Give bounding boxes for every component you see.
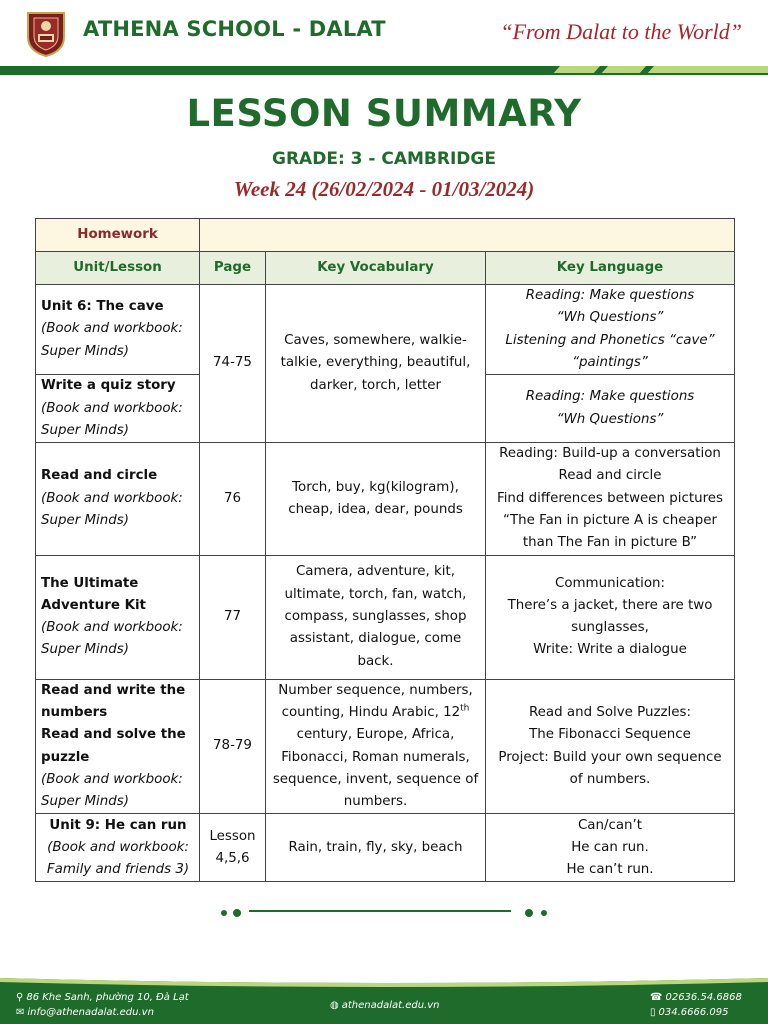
unit-title: Read and write the: [41, 682, 186, 698]
unit-book: (Book and workbook:: [41, 490, 183, 506]
phone-text: 034.6666.095: [658, 1007, 729, 1018]
page-cell: 74-75: [200, 285, 266, 443]
unit-book: Super Minds): [41, 794, 129, 810]
column-header-vocabulary: Key Vocabulary: [266, 252, 486, 285]
unit-title: Unit 9: He can run: [49, 817, 187, 833]
footer-website[interactable]: [330, 1000, 440, 1011]
unit-book: Super Minds): [41, 343, 129, 359]
language-cell: [486, 814, 735, 882]
homework-row: [36, 219, 735, 252]
telephone-icon: ☎: [650, 992, 663, 1003]
section-divider: [215, 903, 555, 923]
envelope-icon: ✉: [16, 1007, 25, 1018]
language-line: “The Fan in picture A is cheaper: [503, 513, 717, 529]
language-line: The Fibonacci Sequence: [529, 727, 691, 743]
table-row: [36, 285, 735, 375]
phone-text: 02636.54.6868: [665, 992, 742, 1003]
page-line: 4,5,6: [215, 850, 250, 866]
globe-icon: ◍: [330, 1000, 339, 1011]
unit-title: Adventure Kit: [41, 597, 146, 613]
footer-address: [16, 992, 189, 1003]
language-line: He can run.: [571, 839, 649, 855]
page-footer: [0, 972, 768, 1024]
language-line: Reading: Build-up a conversation: [499, 446, 721, 462]
vocabulary-cell: Caves, somewhere, walkie-talkie, everything, beautiful, darker, torch, letter: [266, 285, 486, 443]
language-line: Project: Build your own sequence: [498, 749, 722, 765]
homework-cell: [200, 219, 735, 252]
grade-heading: GRADE: 3 - CAMBRIDGE: [272, 149, 496, 169]
vocabulary-cell: Rain, train, fly, sky, beach: [266, 814, 486, 882]
unit-title: Unit 6: The cave: [41, 299, 164, 315]
unit-title: Write a quiz story: [41, 378, 176, 394]
page-header: [0, 0, 768, 74]
unit-book: (Book and workbook:: [47, 839, 189, 855]
vocabulary-cell: Torch, buy, kg(kilogram), cheap, idea, dear, pounds: [266, 443, 486, 555]
unit-title: Read and solve the: [41, 727, 186, 743]
language-line: “Wh Questions”: [556, 411, 664, 427]
unit-cell: [36, 285, 200, 375]
unit-book: Super Minds): [41, 513, 129, 529]
language-line: Reading: Make questions: [525, 389, 695, 405]
language-line: Read and circle: [558, 468, 662, 484]
unit-cell: [36, 814, 200, 882]
language-line: Write: Write a dialogue: [533, 642, 687, 658]
vocabulary-text: century, Europe, Africa, Fibonacci, Roman numerals, sequence, invent, sequence of numbers.: [272, 727, 479, 810]
unit-book: Super Minds): [41, 642, 129, 658]
column-header-unit: Unit/Lesson: [36, 252, 200, 285]
lesson-table: [35, 218, 735, 882]
mobile-phone-icon: ▯: [650, 1007, 656, 1018]
language-line: He can’t run.: [566, 862, 654, 878]
language-line: Listening and Phonetics “cave”: [505, 332, 715, 348]
page-cell: 78-79: [200, 679, 266, 814]
school-crest-logo: [26, 9, 66, 57]
unit-title: Read and circle: [41, 468, 158, 484]
unit-book: Family and friends 3): [46, 862, 190, 878]
unit-book: (Book and workbook:: [41, 771, 183, 787]
unit-title: The Ultimate: [41, 575, 139, 591]
email-text: info@athenadalat.edu.vn: [27, 1007, 154, 1018]
vocabulary-superscript: th: [460, 703, 470, 714]
table-header-row: [36, 252, 735, 285]
unit-book: (Book and workbook:: [41, 321, 183, 337]
language-cell: [486, 443, 735, 555]
page-title: LESSON SUMMARY: [186, 92, 582, 135]
language-line: Communication:: [554, 575, 666, 591]
footer-phone-2[interactable]: [650, 1007, 729, 1018]
unit-book: Super Minds): [41, 422, 129, 438]
table-row: [36, 814, 735, 882]
language-line: “Wh Questions”: [556, 310, 664, 326]
language-cell: [486, 679, 735, 814]
footer-email[interactable]: [16, 1007, 154, 1018]
language-line: Reading: Make questions: [525, 288, 695, 303]
language-cell: [486, 285, 735, 375]
unit-cell: [36, 375, 200, 443]
header-band: [0, 66, 768, 75]
language-line: sunglasses,: [571, 620, 649, 636]
table-row: [36, 679, 735, 814]
language-line: Find differences between pictures: [496, 490, 724, 506]
vocabulary-cell: [266, 679, 486, 814]
unit-book: (Book and workbook:: [41, 400, 183, 416]
footer-phone-1[interactable]: [650, 992, 742, 1003]
page-cell: 77: [200, 555, 266, 679]
unit-book: (Book and workbook:: [41, 620, 183, 636]
language-line: “paintings”: [572, 354, 648, 370]
vocabulary-text: Number sequence, numbers, counting, Hindu Arabic, 12: [278, 682, 473, 720]
column-header-page: Page: [200, 252, 266, 285]
unit-cell: [36, 679, 200, 814]
location-pin-icon: ⚲: [16, 992, 24, 1003]
unit-title: numbers: [41, 704, 108, 720]
column-header-language: Key Language: [486, 252, 735, 285]
table-row: [36, 555, 735, 679]
language-cell: [486, 375, 735, 443]
homework-label: Homework: [36, 219, 200, 252]
table-row: [36, 443, 735, 555]
unit-title: puzzle: [41, 749, 90, 765]
language-cell: [486, 555, 735, 679]
language-line: of numbers.: [569, 771, 651, 787]
page-line: Lesson: [209, 828, 256, 844]
unit-cell: [36, 443, 200, 555]
address-text: 86 Khe Sanh, phường 10, Đà Lạt: [26, 992, 189, 1003]
website-text: athenadalat.edu.vn: [341, 1000, 440, 1011]
school-name: ATHENA SCHOOL - DALAT: [83, 17, 386, 41]
week-heading: Week 24 (26/02/2024 - 01/03/2024): [233, 177, 535, 201]
vocabulary-cell: Camera, adventure, kit, ultimate, torch, fan, watch, compass, sunglasses, shop assistant, dialogue, come back.: [266, 555, 486, 679]
language-line: Can/can’t: [577, 817, 643, 833]
unit-cell: [36, 555, 200, 679]
language-line: There’s a jacket, there are two: [507, 597, 713, 613]
language-line: Read and Solve Puzzles:: [528, 704, 691, 720]
language-line: than The Fan in picture B”: [522, 535, 698, 551]
page-cell: [200, 814, 266, 882]
school-motto: “From Dalat to the World”: [500, 19, 742, 44]
page-cell: 76: [200, 443, 266, 555]
